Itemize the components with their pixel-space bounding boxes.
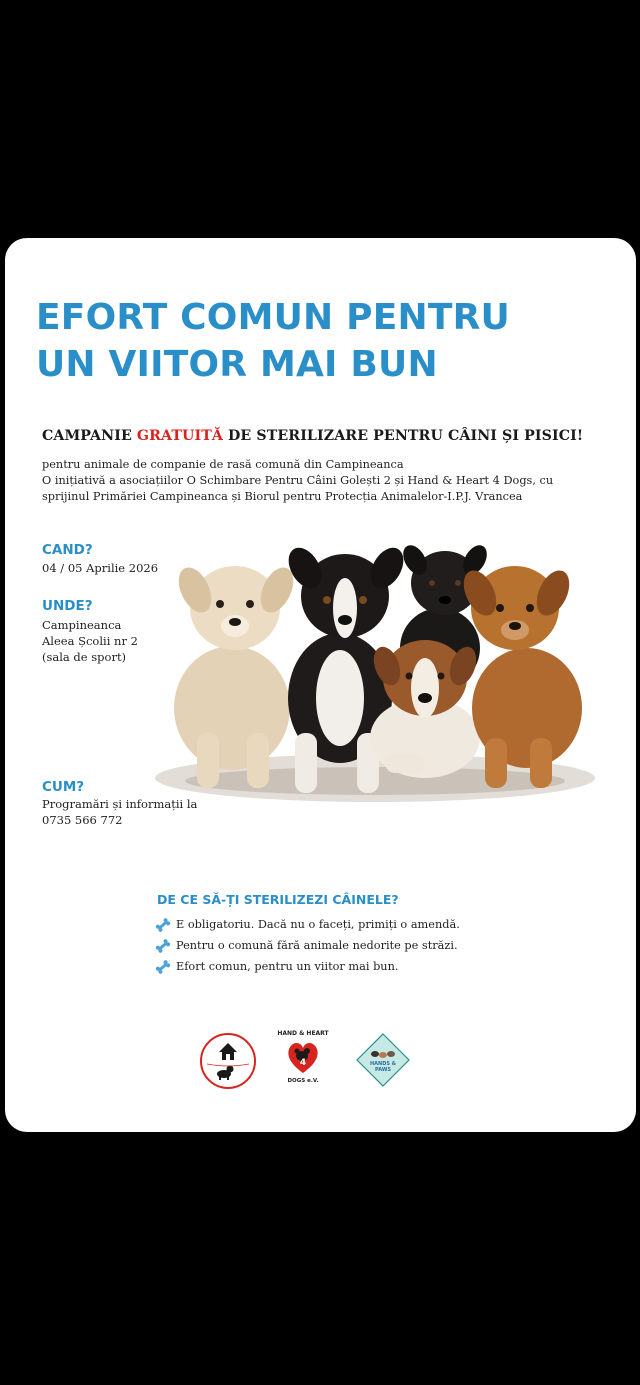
hand-heart-subtitle: DOGS e.V. (287, 1078, 319, 1084)
why-item-text: E obligatoriu. Dacă nu o faceți, primiți o amendă. (176, 918, 460, 931)
diamond-icon (355, 1032, 411, 1088)
hands-paws-label: HANDS & PAWS (369, 1061, 397, 1073)
when-date: 04 / 05 Aprilie 2026 (42, 561, 159, 575)
intro-text (42, 457, 602, 505)
why-item (155, 914, 555, 935)
where-text (42, 617, 138, 665)
campaign-free-highlight: GRATUITĂ (136, 428, 223, 444)
campaign-title (42, 428, 612, 444)
how-text (42, 796, 197, 828)
why-item-text: Pentru o comună fără animale nedorite pe străzi. (176, 939, 458, 952)
where-line-2: Aleea Școlii nr 2 (42, 634, 138, 648)
why-list (155, 914, 555, 977)
bone-icon (155, 960, 171, 974)
bone-icon (155, 939, 171, 953)
intro-line-1: pentru animale de companie de rasă comună din Campineanca (42, 458, 404, 471)
where-line-3: (sala de sport) (42, 650, 127, 664)
schimbare-logo (199, 1032, 257, 1090)
puppies-image (135, 538, 595, 813)
why-item-text: Efort comun, pentru un viitor mai bun. (176, 960, 399, 973)
poster-card (5, 238, 636, 1132)
why-item (155, 935, 555, 956)
how-line-1: Programări și informații la (42, 797, 198, 811)
campaign-title-part1: CAMPANIE (42, 428, 137, 444)
how-phone: 0735 566 772 (42, 813, 123, 827)
hands-paws-logo (355, 1032, 411, 1088)
hand-heart-number: 4 (299, 1058, 307, 1068)
intro-line-2: O inițiativă a asociațiilor O Schimbare Pentru Câini Golești 2 și Hand & Heart 4 Dogs, cu (42, 474, 554, 487)
heart-icon (285, 1038, 321, 1076)
when-heading: CAND? (42, 542, 93, 558)
partner-logos (5, 1030, 636, 1100)
why-item (155, 956, 555, 977)
bone-icon (155, 918, 171, 932)
how-heading: CUM? (42, 779, 85, 795)
campaign-title-part2: DE STERILIZARE PENTRU CÂINI ȘI PISICI! (222, 428, 584, 444)
headline-line-2: UN VIITOR MAI BUN (36, 344, 438, 385)
headline (36, 294, 596, 388)
headline-line-1: EFORT COMUN PENTRU (36, 297, 510, 338)
hand-heart-title: HAND & HEART (277, 1030, 329, 1037)
why-heading: DE CE SĂ-ȚI STERILIZEZI CÂINELE? (157, 892, 399, 907)
where-line-1: Campineanca (42, 618, 122, 632)
where-heading: UNDE? (42, 598, 93, 614)
intro-line-3: sprijinul Primăriei Campineanca și Biorul pentru Protecția Animalelor-I.P.J. Vrancea (42, 490, 523, 503)
hand-heart-logo (273, 1030, 333, 1092)
